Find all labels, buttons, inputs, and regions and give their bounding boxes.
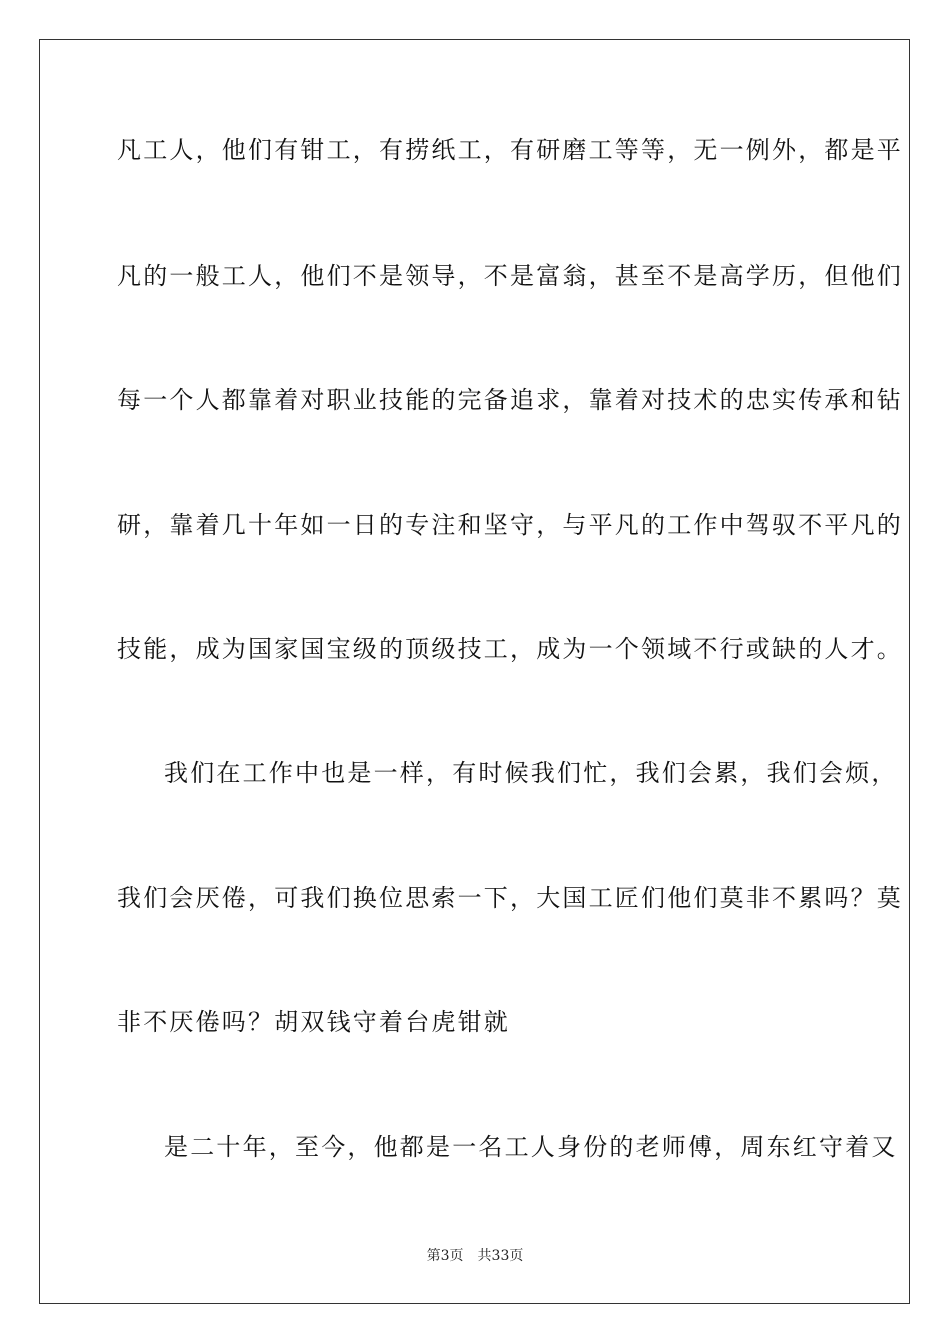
body-line-5: 技能，成为国家国宝级的顶级技工，成为一个领域不行或缺的人才。 bbox=[117, 635, 903, 663]
paragraph-start-line-2: 是二十年，至今，他都是一名工人身份的老师傅，周东红守着又 bbox=[164, 1133, 898, 1161]
body-line-3: 每一个人都靠着对职业技能的完备追求，靠着对技术的忠实传承和钻 bbox=[117, 386, 903, 414]
page-footer bbox=[0, 1247, 950, 1265]
page-border bbox=[39, 39, 910, 1304]
body-line-1: 凡工人，他们有钳工，有捞纸工，有研磨工等等，无一例外，都是平 bbox=[117, 136, 903, 164]
paragraph-start-line: 我们在工作中也是一样，有时候我们忙，我们会累，我们会烦， bbox=[164, 759, 898, 787]
body-line-8: 非不厌倦吗？胡双钱守着台虎钳就 bbox=[117, 1008, 510, 1036]
body-line-2: 凡的一般工人，他们不是领导，不是富翁，甚至不是高学历，但他们 bbox=[117, 262, 903, 290]
body-line-7: 我们会厌倦，可我们换位思索一下，大国工匠们他们莫非不累吗？莫 bbox=[117, 884, 903, 912]
page-number: 第3页 bbox=[426, 1248, 464, 1264]
body-line-4: 研，靠着几十年如一日的专注和坚守，与平凡的工作中驾驭不平凡的 bbox=[117, 511, 903, 539]
page-total: 共33页 bbox=[477, 1248, 524, 1264]
